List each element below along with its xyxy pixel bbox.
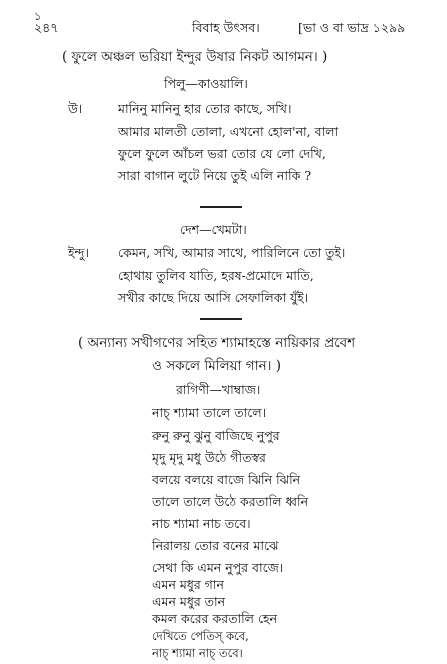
- song-3-line-9: এমন মধুর গান: [152, 577, 224, 592]
- running-title: বিবাহ উৎসব।: [192, 20, 260, 35]
- page-number: ২৪৭: [34, 20, 59, 35]
- stage-direction-2-line-1: ( অন্যান্য সখীগণের সহিত শ্যামাহস্তে নায়িকার প্রবেশ: [78, 335, 356, 351]
- song-1-line-1: মানিনু মানিনু হার তোর কাছে, সখি।: [118, 101, 292, 116]
- section-divider-1: [200, 206, 242, 208]
- stage-direction-1: ( ফুলে অঞ্চল ভরিয়া ইন্দুর উষার নিকট আগমন। ): [62, 49, 328, 65]
- song-3-line-6: নাচ শ্যামা নাচ তবে।: [152, 516, 251, 531]
- song-3-line-13: নাচ্ শ্যামা নাচ্ তবে।: [152, 646, 243, 660]
- song-2-line-1: কেমন, সখি, আমার সাথে, পারিলিনে তো তুই।: [118, 245, 346, 260]
- song-2-line-3: সখীর কাছে দিয়ে আসি সেফালিকা যুঁই।: [118, 290, 309, 305]
- song-3-line-5: তালে তালে উঠে করতালি ধ্বনি: [152, 494, 309, 509]
- song-2-speaker: ইন্দু।: [68, 245, 90, 260]
- song-3-line-1: নাচ্ শ্যামা তালে তালে।: [152, 405, 267, 420]
- song-3-line-2: রুনু রুনু ঝুনু বাজিছে নুপুর: [152, 428, 280, 443]
- song-3-line-8: সেথা কি এমন নুপুর বাজে।: [152, 560, 284, 575]
- song-3-raga: রাগিণী—খাম্বাজ।: [176, 382, 261, 397]
- song-3-line-12: দেখিতে পেতিস্ কবে,: [152, 629, 249, 643]
- song-2-raga: দেশ—খেমটা।: [180, 222, 247, 237]
- song-1-raga: পিলু—কাওয়ালি।: [164, 76, 248, 91]
- song-3-line-3: মৃদু মৃদু মধু উঠে গীতস্বর: [152, 450, 266, 465]
- song-2-line-2: হোথায় তুলিব যাতি, হরষ-প্রমোদে মাতি,: [118, 268, 314, 283]
- song-3-line-4: বলয়ে বলয়ে বাজে ঝিনি ঝিনি: [152, 472, 301, 487]
- stage-direction-2-line-2: ও সকলে মিলিয়া গান। ): [152, 358, 282, 374]
- song-3-line-11: কমল করের করতালি হেন: [152, 611, 278, 626]
- section-divider-2: [200, 318, 242, 320]
- song-1-line-4: সারা বাগান লুটে নিয়ে তুই এলি নাকি ?: [118, 168, 312, 183]
- song-1-speaker: উ।: [68, 101, 83, 116]
- song-1-line-3: ফুলে ফুলে আঁচল ভরা তোর যে লো দেখি,: [118, 146, 326, 161]
- song-1-line-2: আমার মালতী তোলা, এখনো হোল'না, বালা: [118, 124, 339, 139]
- corner-mark: ১: [34, 9, 42, 23]
- song-3-line-10: এমন মধুর তান: [152, 594, 226, 609]
- issue-label: [ভা ও বা ভাদ্র ১২৯৯: [298, 20, 406, 35]
- song-3-line-7: নিরালয় তোর বনের মাঝে: [152, 538, 279, 553]
